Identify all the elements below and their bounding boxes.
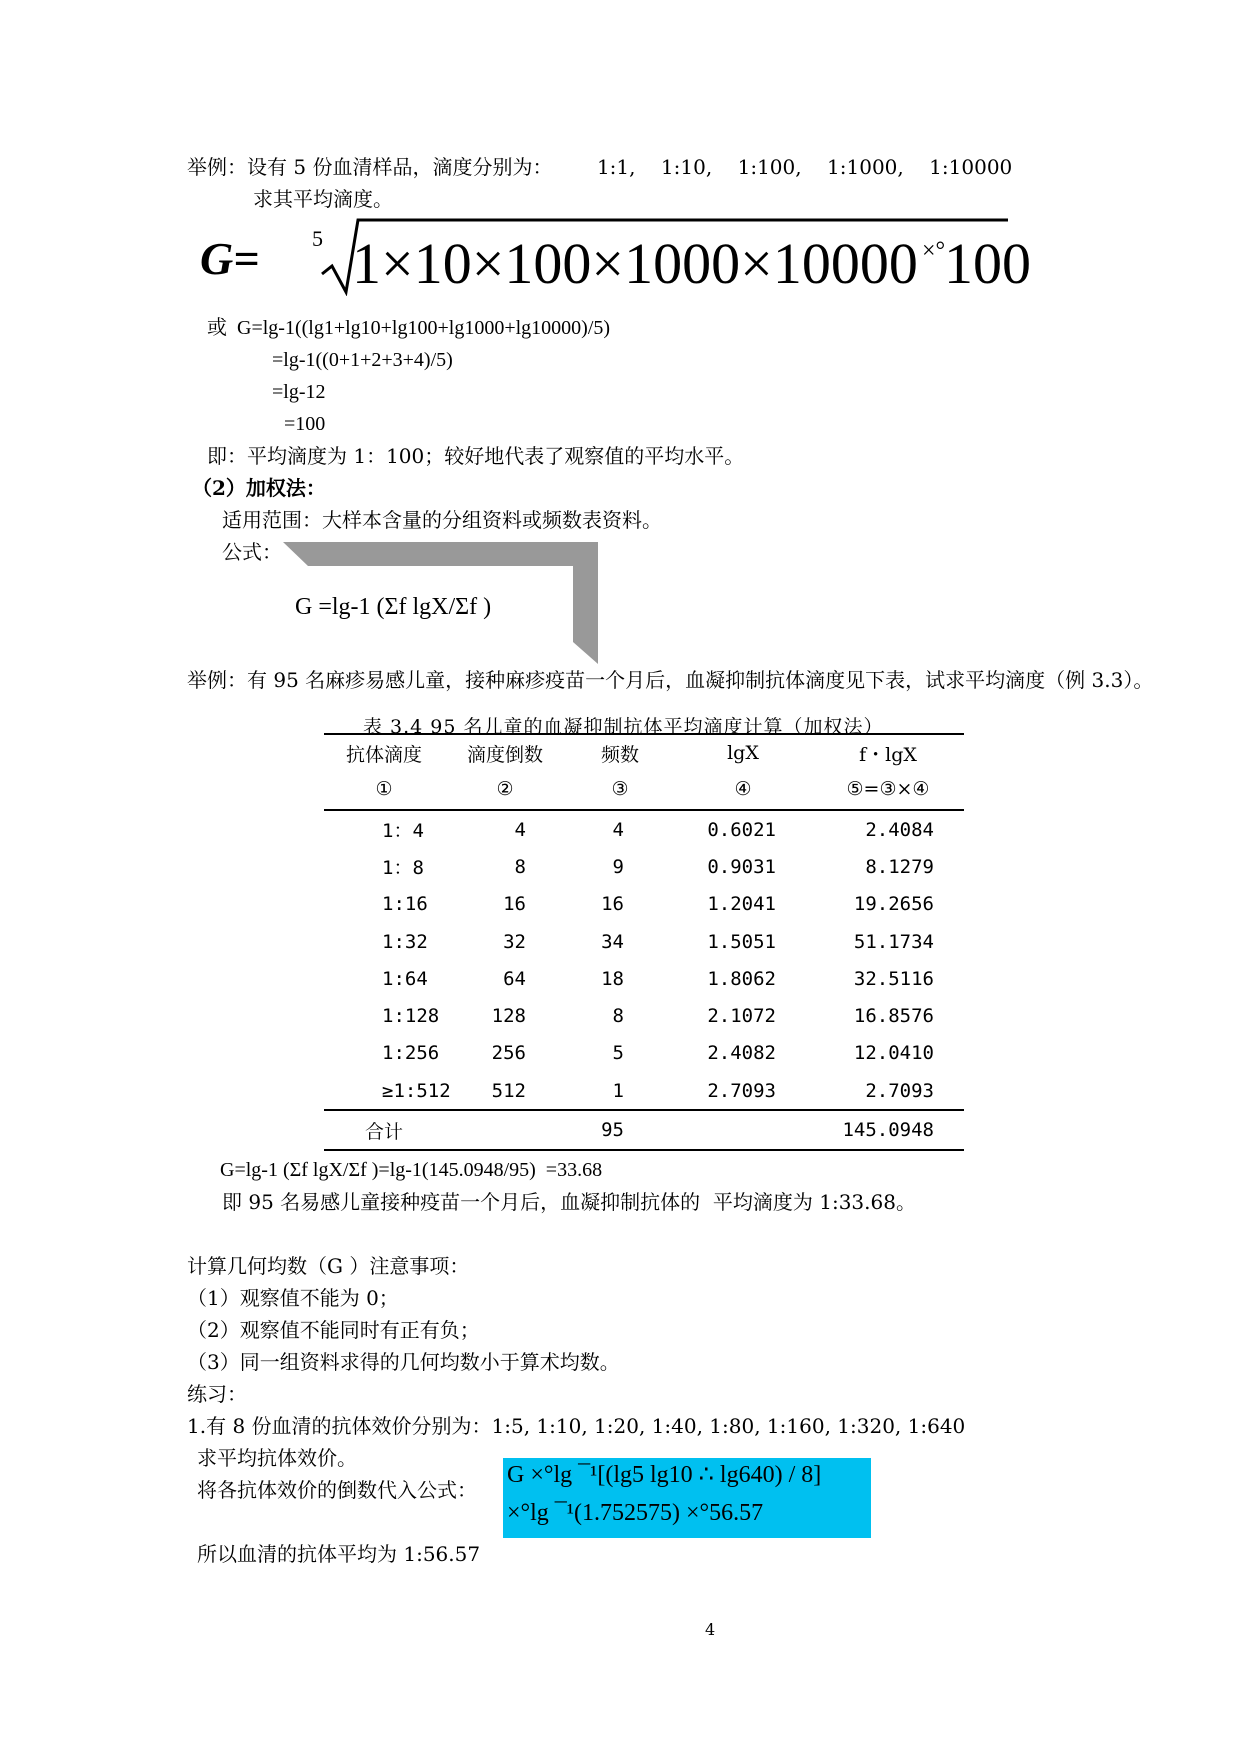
note-item-1: （1）观察值不能为 0； (187, 1286, 399, 1310)
exercise-q1: 1.有 8 份血清的抗体效价分别为：1:5, 1:10, 1:20, 1:40, 1:80, 1:160, 1:320, 1:640 (187, 1414, 966, 1438)
cell-frequency: 18 (601, 967, 624, 990)
cell-lgx: 2.4082 (707, 1042, 776, 1065)
formula-result: 100 (944, 231, 1031, 296)
header-reciprocal: 滴度倒数 (444, 734, 566, 771)
cell-flgx: 51.1734 (853, 930, 934, 953)
cell-reciprocal: 128 (491, 1005, 526, 1028)
cell-flgx: 2.4084 (865, 818, 934, 841)
exercise-heading: 练习： (187, 1382, 247, 1406)
page-number: 4 (705, 1620, 716, 1639)
cell-lgx: 1.2041 (707, 893, 776, 916)
equals-glyph: ×° (922, 238, 946, 264)
cell-lgx: 0.6021 (707, 818, 776, 841)
header-lgx: lgX (674, 734, 812, 771)
cell-frequency: 1 (612, 1079, 624, 1102)
cell-flgx: 8.1279 (865, 855, 934, 878)
cell-flgx: 2.7093 (865, 1079, 934, 1102)
subheader-5: ⑤=③×④ (812, 771, 964, 810)
table-row (324, 923, 964, 960)
exercise-q1-sub: 将各抗体效价的倒数代入公式： (197, 1478, 477, 1502)
exercise-answer: 所以血清的抗体平均为 1:56.57 (197, 1542, 481, 1566)
radicand: 1×10×100×1000×10000 (352, 231, 918, 296)
note-item-3: （3）同一组资料求得的几何均数小于算术均数。 (187, 1350, 620, 1374)
cell-reciprocal: 8 (514, 855, 526, 878)
highlighted-formula-line-2: ×°lg ¯¹(1.752575) ×°56.57 (507, 1500, 764, 1526)
table-total-row (324, 1110, 964, 1149)
total-reciprocal (526, 1119, 566, 1141)
total-lgx (776, 1119, 812, 1141)
header-flgx: f・lgX (812, 734, 964, 771)
cell-frequency: 9 (612, 855, 624, 878)
cell-reciprocal: 256 (491, 1042, 526, 1065)
cell-titer: 1:16 (382, 893, 428, 916)
cell-frequency: 4 (612, 818, 624, 841)
example1-line2: 求其平均滴度。 (253, 187, 393, 211)
weighted-formula: G =lg-1 (Σf lgX/Σf ) (295, 594, 492, 620)
example1-line1: 举例：设有 5 份血清样品，滴度分别为： 1:1, 1:10, 1:100, 1:1000, 1:10000 (187, 155, 1013, 179)
subheader-1: ① (324, 771, 444, 810)
table-row (324, 1035, 964, 1072)
titer-table (324, 733, 964, 1151)
table-row (324, 997, 964, 1034)
cell-reciprocal: 4 (514, 818, 526, 841)
note-item-2: （2）观察值不能同时有正有负； (187, 1318, 480, 1342)
result-text: 即 95 名易感儿童接种疫苗一个月后，血凝抑制抗体的 平均滴度为 1:33.68。 (222, 1190, 916, 1214)
cell-titer: 1:32 (382, 930, 428, 953)
notes-title: 计算几何均数（G ）注意事项： (187, 1254, 470, 1278)
cell-reciprocal: 512 (491, 1079, 526, 1102)
cell-titer: 1：8 (382, 857, 424, 880)
scope-text: 适用范围：大样本含量的分组资料或频数表资料。 (222, 508, 662, 532)
cell-frequency: 34 (601, 930, 624, 953)
cell-lgx: 0.9031 (707, 855, 776, 878)
cell-frequency: 5 (612, 1042, 624, 1065)
cell-titer: 1：4 (382, 820, 424, 843)
table-row (324, 1072, 964, 1110)
total-label: 合计 (364, 1120, 403, 1143)
log-step-1: 或 G=lg-1((lg1+lg10+lg100+lg1000+lg10000)/5) (207, 317, 611, 339)
cell-reciprocal: 16 (503, 893, 526, 916)
formula-label: 公式： (222, 540, 282, 564)
cell-lgx: 2.1072 (707, 1005, 776, 1028)
header-frequency: 频数 (566, 734, 674, 771)
cell-titer: 1:256 (382, 1042, 440, 1065)
table-row (324, 886, 964, 923)
cell-lgx: 2.7093 (707, 1079, 776, 1102)
log-step-4: =100 (284, 413, 326, 435)
geometric-mean-root-formula (200, 222, 1060, 302)
exercise-q1-ask: 求平均抗体效价。 (197, 1446, 357, 1470)
log-step-3: =lg-12 (272, 381, 326, 403)
table-caption: 表 3.4 95 名儿童的血凝抑制抗体平均滴度计算（加权法） (363, 716, 884, 738)
cell-flgx: 12.0410 (853, 1042, 934, 1065)
example2-text: 举例：有 95 名麻疹易感儿童，接种麻疹疫苗一个月后，血凝抑制抗体滴度见下表，试求平均滴度（例 3.3）。 (187, 668, 1154, 692)
cell-frequency: 8 (612, 1005, 624, 1028)
cell-titer: 1:128 (382, 1005, 440, 1028)
table-row (324, 960, 964, 997)
cell-reciprocal: 32 (503, 930, 526, 953)
method-heading: （2）加权法： (192, 476, 326, 500)
cell-flgx: 16.8576 (853, 1005, 934, 1028)
cell-frequency: 16 (601, 893, 624, 916)
cell-titer: ≥1:512 (382, 1079, 451, 1102)
table-row (324, 848, 964, 885)
highlighted-formula-line-1: G ×°lg ¯¹[(lg5 lg10 ∴ lg640) / 8] (507, 1462, 822, 1488)
subheader-3: ③ (566, 771, 674, 810)
result-calculation: G=lg-1 (Σf lgX/Σf )=lg-1(145.0948/95) =33.68 (220, 1159, 603, 1181)
header-titer: 抗体滴度 (324, 734, 444, 771)
cell-flgx: 19.2656 (853, 893, 934, 916)
log-step-2: =lg-1((0+1+2+3+4)/5) (272, 349, 453, 371)
total-flgx: 145.0948 (842, 1119, 934, 1142)
table-subheader-row (324, 771, 964, 810)
cell-flgx: 32.5116 (853, 967, 934, 990)
root-index: 5 (312, 226, 323, 251)
cell-reciprocal: 64 (503, 967, 526, 990)
total-frequency: 95 (601, 1119, 624, 1142)
table-row (324, 810, 964, 848)
subheader-2: ② (444, 771, 566, 810)
conclusion-1: 即：平均滴度为 1：100；较好地代表了观察值的平均水平。 (207, 444, 745, 468)
cell-lgx: 1.5051 (707, 930, 776, 953)
subheader-4: ④ (674, 771, 812, 810)
formula-lhs: G= (200, 233, 260, 284)
table-header-row (324, 734, 964, 771)
cell-lgx: 1.8062 (707, 967, 776, 990)
cell-titer: 1:64 (382, 967, 428, 990)
